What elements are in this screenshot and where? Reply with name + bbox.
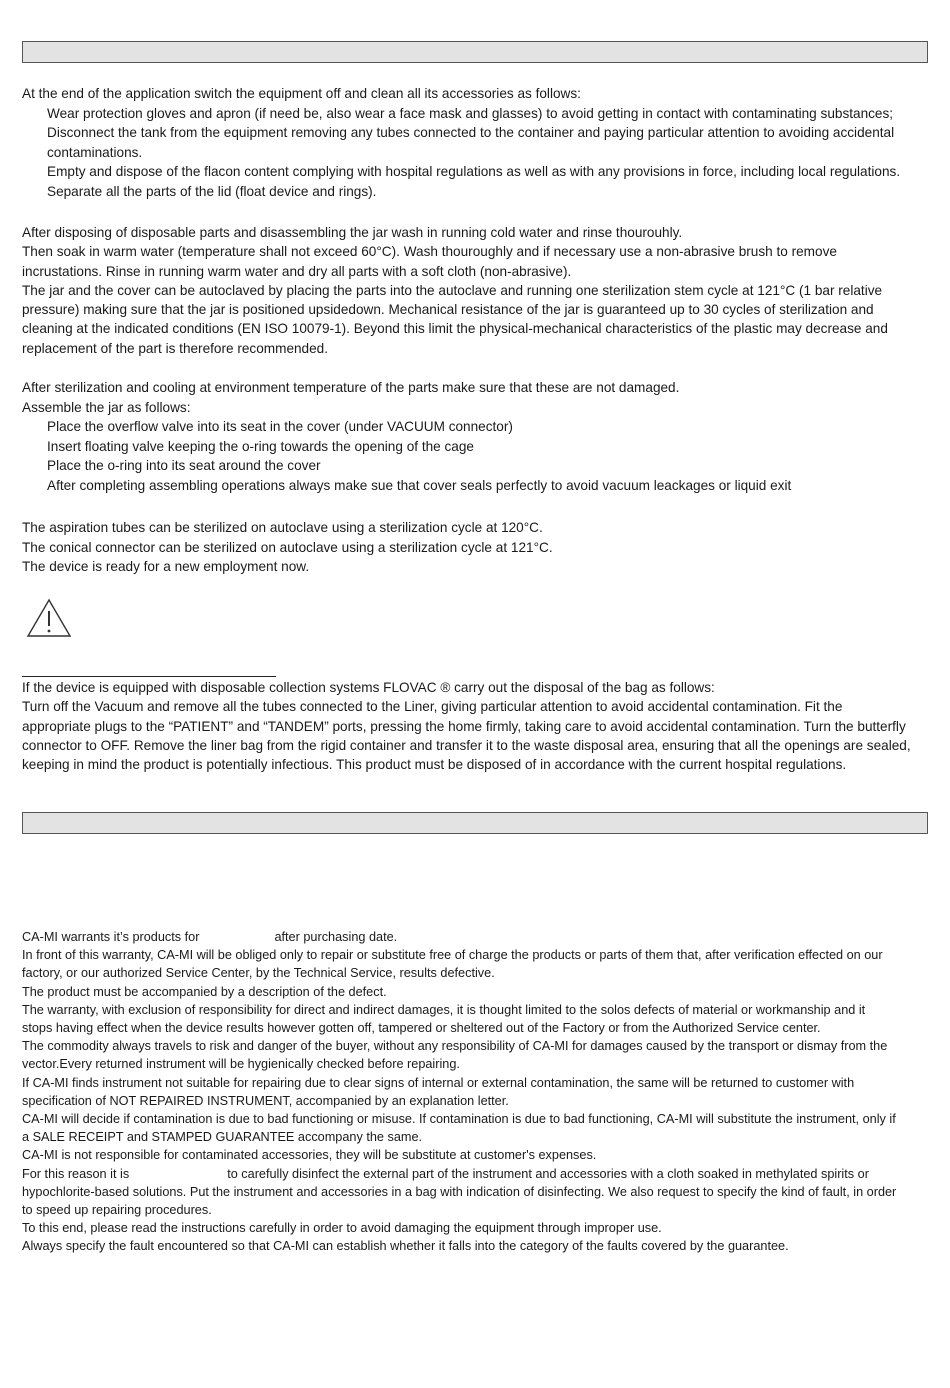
text-line: CA-MI is not responsible for contaminated accessories, they will be substitute at customer's expenses. (22, 1148, 597, 1163)
section-header-cleaning (22, 41, 928, 63)
text-line: The warranty, with exclusion of responsibility for direct and indirect damages, it is thought limited to the solos defects of material or workmanship and it (22, 1002, 866, 1017)
text-line: If the device is equipped with disposable collection systems FLOVAC ® carry out the disposal of the bag as follows: (22, 680, 715, 695)
text-line: connector to OFF. Remove the liner bag from the rigid container and transfer it to the waste disposal area, ensuring that all the openings are sealed, (22, 737, 911, 753)
text-line (22, 928, 932, 946)
text-line: The conical connector can be sterilized on autoclave using a sterilization cycle at 121°C. (22, 539, 553, 555)
divider-line (22, 676, 276, 677)
cleaning-step: Wear protection gloves and apron (if need be, also wear a face mask and glasses) to avoid getting in contact with contaminating substances; (47, 105, 894, 121)
assembly-step: After completing assembling operations always make sue that cover seals perfectly to avoid vacuum leackages or liquid exit (47, 477, 792, 493)
text-line: to speed up repairing procedures. (22, 1203, 212, 1218)
assembly-step: Place the overflow valve into its seat in the cover (under VACUUM connector) (47, 419, 513, 435)
text-line: CA-MI will decide if contamination is due to bad functioning or misuse. If contamination is due to bad functioning, CA-MI will substitute the instrument, only if (22, 1112, 896, 1127)
text-line: hypochlorite-based solutions. Put the instrument and accessories in a bag with indication of disinfecting. We also request to specify the kind of fault, in order (22, 1184, 897, 1199)
flovac-disposal (22, 678, 932, 774)
text-line: incrustations. Rinse in running warm water and dry all parts with a soft cloth (non-abrasive). (22, 263, 572, 279)
cleaning-intro: At the end of the application switch the equipment off and clean all its accessories as follows: (22, 86, 581, 101)
warranty-text: For this reason it is (22, 1166, 130, 1181)
text-line: The aspiration tubes can be sterilized on autoclave using a sterilization cycle at 120°C. (22, 520, 543, 535)
text-line: cleaning at the indicated conditions (EN ISO 10079-1). Beyond this limit the physical-mechanical characteristics of the plastic may decrease and (22, 321, 888, 337)
text-line: Then soak in warm water (temperature shall not exceed 60°C). Wash thouroughly and if necessary use a non-abrasive brush to remove (22, 244, 837, 260)
assembly-step: Insert floating valve keeping the o-ring towards the opening of the cage (47, 438, 474, 454)
text-line: specification of NOT REPAIRED INSTRUMENT, accompanied by an explanation letter. (22, 1093, 509, 1108)
warranty-text: after purchasing date. (274, 930, 398, 944)
text-line: stops having effect when the device results however gotten off, tampered or sheltered out of the Factory or from the Authorized Service center. (22, 1021, 821, 1036)
text-line: Always specify the fault encountered so that CA-MI can establish whether it falls into the category of the faults covered by the guarantee. (22, 1239, 789, 1254)
cleaning-instructions (22, 84, 932, 202)
text-line: Turn off the Vacuum and remove all the tubes connected to the Liner, giving particular attention to avoid accidental contamination. Fit the (22, 699, 843, 715)
text-line: After disposing of disposable parts and disassembling the jar wash in running cold water and rinse thourouhly. (22, 225, 683, 240)
text-line: After sterilization and cooling at environment temperature of the parts make sure that these are not damaged. (22, 380, 680, 395)
text-line: In front of this warranty, CA-MI will be obliged only to repair or substitute free of charge the products or parts of them that, after verification effected on our (22, 948, 883, 963)
warranty-text: CA-MI warrants it’s products for (22, 930, 200, 944)
text-line: vector.Every returned instrument will be hygienically checked before repairing. (22, 1057, 460, 1072)
cleaning-step: contaminations. (47, 144, 143, 160)
assembly-step: Place the o-ring into its seat around the cover (47, 458, 321, 474)
text-line: The commodity always travels to risk and danger of the buyer, without any responsibility of CA-MI for damages caused by the transport or dismay from the (22, 1039, 888, 1054)
warranty-terms (22, 928, 932, 1256)
text-line (22, 1165, 932, 1183)
text-line: The device is ready for a new employment now. (22, 559, 310, 575)
washing-paragraph (22, 223, 932, 358)
text-line: replacement of the part is therefore recommended. (22, 340, 329, 356)
assembly-instructions (22, 378, 932, 496)
text-line: To this end, please read the instructions carefully in order to avoid damaging the equipment through improper use. (22, 1221, 662, 1236)
sterilization-notes (22, 518, 932, 577)
warranty-text: to carefully disinfect the external part of the instrument and accessories with a cloth soaked in methylated spirits or (227, 1166, 869, 1181)
text-line: pressure) making sure that the jar is positioned upsidedown. Mechanical resistance of the jar is guaranteed up to 30 cycles of sterilization and (22, 302, 874, 318)
text-line: keeping in mind the product is potentially infectious. This product must be disposed of in accordance with the current hospital regulations. (22, 757, 847, 773)
section-header-warranty (22, 812, 928, 834)
text-line: a SALE RECEIPT and STAMPED GUARANTEE accompany the same. (22, 1130, 423, 1145)
text-line: factory, or our authorized Service Center, by the Technical Service, results defective. (22, 966, 495, 981)
cleaning-step: Separate all the parts of the lid (float device and rings). (47, 183, 377, 199)
warning-icon (26, 598, 72, 638)
text-line: The product must be accompanied by a description of the defect. (22, 984, 387, 999)
cleaning-step: Disconnect the tank from the equipment removing any tubes connected to the container and paying particular attention to avoiding accidental (47, 125, 895, 141)
text-line: If CA-MI finds instrument not suitable for repairing due to clear signs of internal or external contamination, the same will be returned to customer with (22, 1075, 855, 1090)
text-line: appropriate plugs to the “PATIENT” and “TANDEM” ports, pressing the home firmly, taking care to avoid accidental contamination. Turn the butterfly (22, 718, 906, 734)
cleaning-step: Empty and dispose of the flacon content complying with hospital regulations as well as with any provisions in force, including local regulations. (47, 164, 901, 180)
text-line: Assemble the jar as follows: (22, 399, 191, 415)
text-line: The jar and the cover can be autoclaved by placing the parts into the autoclave and running one sterilization stem cycle at 121°C (1 bar relative (22, 282, 883, 298)
